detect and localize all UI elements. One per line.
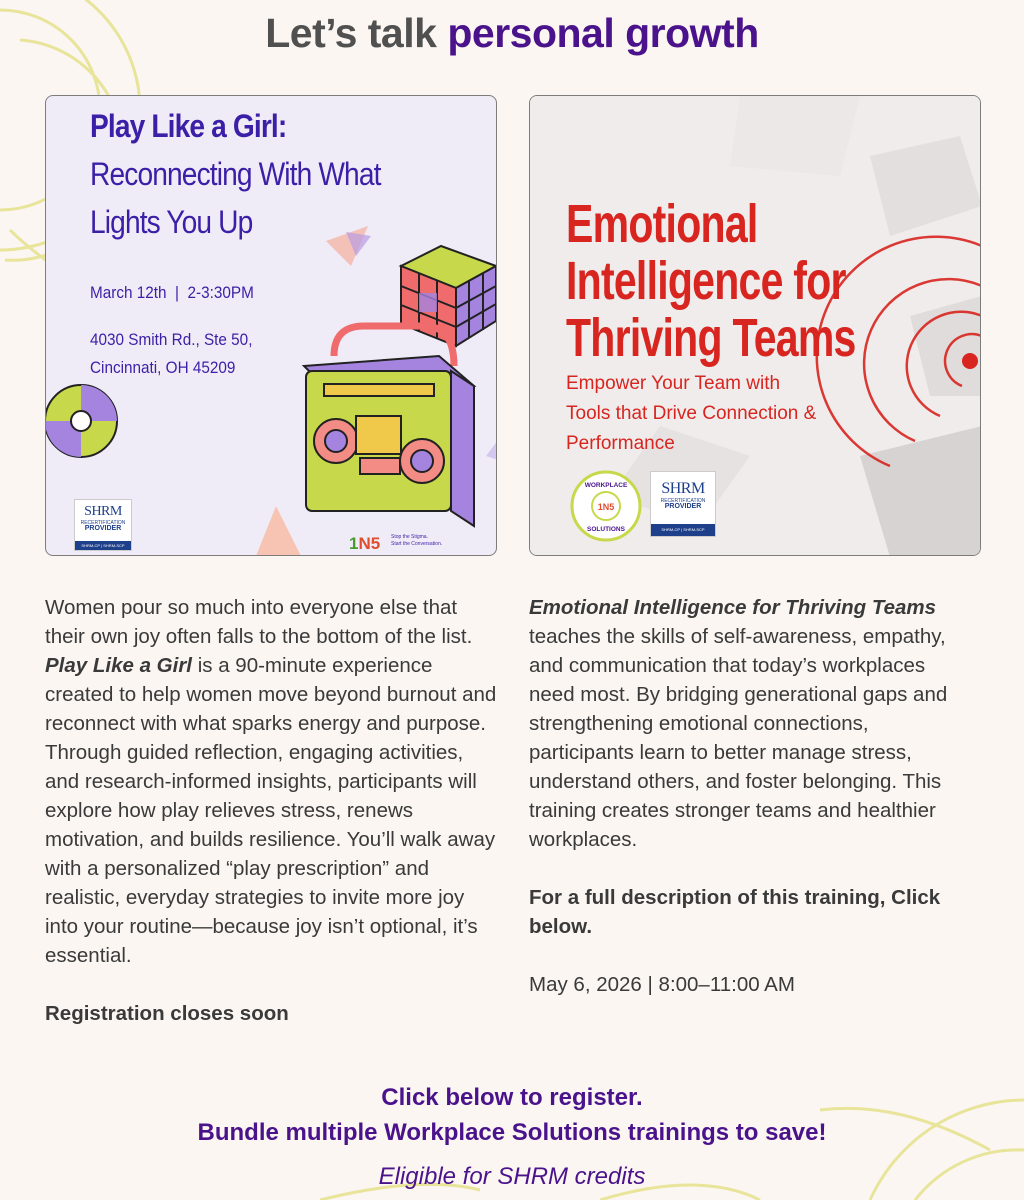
ei-subtitle-line1: Empower Your Team with xyxy=(566,373,781,394)
bundle-line[interactable]: Bundle multiple Workplace Solutions trainings to save! xyxy=(197,1119,827,1146)
seal-top-text: WORKPLACE xyxy=(584,482,628,489)
shrm-provider-label: PROVIDER xyxy=(664,503,702,510)
ei-title-line2: Intelligence for xyxy=(566,251,846,311)
shrm-provider-label: PROVIDER xyxy=(84,525,122,532)
shrm-logo: SHRM xyxy=(84,504,122,519)
rubiks-cube xyxy=(401,246,496,346)
event-title-line2: Reconnecting With What xyxy=(90,156,381,192)
shrm-provider-badge xyxy=(650,471,716,537)
shrm-cert-bar: SHRM-CP | SHRM-SCP xyxy=(651,524,715,536)
description-paragraph xyxy=(529,593,969,854)
boombox xyxy=(304,326,474,526)
event-date: May 6, 2026 | 8:00–11:00 AM xyxy=(529,973,795,996)
ei-subtitle-line3: Performance xyxy=(566,433,675,454)
description-paragraph xyxy=(45,593,500,970)
address-line1: 4030 Smith Rd., Ste 50, xyxy=(90,330,253,349)
1n5-logo xyxy=(349,534,380,554)
address-line2: Cincinnati, OH 45209 xyxy=(90,358,236,377)
event-title xyxy=(90,102,442,246)
program-name-emphasis: Play Like a Girl xyxy=(45,654,192,677)
event-address xyxy=(90,326,252,382)
event-title-line3: Lights You Up xyxy=(90,204,253,240)
shrm-credits-note: Eligible for SHRM credits xyxy=(378,1163,646,1190)
emotional-intelligence-card[interactable] xyxy=(529,95,981,556)
seal-bottom-text: SOLUTIONS xyxy=(587,526,625,533)
register-cta[interactable] xyxy=(0,1080,1024,1150)
description-body: is a 90-minute experience created to help women move beyond burnout and reconnect with what sparks energy and purpose. Through guided reflection, engaging activities, and research-informed insights, participants will explore how play relieves stress, renews motivation, and builds resilience. You’ll walk away with a personalized “play prescription” and realistic, everyday strategies to invite more joy into your routine—because joy isn’t optional, it’s essential. xyxy=(45,654,497,967)
ei-title-line1: Emotional xyxy=(566,194,758,254)
register-line[interactable]: Click below to register. xyxy=(381,1084,643,1111)
emotional-intelligence-description xyxy=(529,593,969,999)
play-like-a-girl-description xyxy=(45,593,500,1028)
play-like-a-girl-card[interactable] xyxy=(45,95,497,556)
seal-center: 1N5 xyxy=(597,502,615,512)
event-title xyxy=(566,196,885,367)
description-body: teaches the skills of self-awareness, empathy, and communication that today’s workplaces need most. By bridging generational gaps and strengthening emotional connections, participants learn to better manage stress, understand others, and foster belonging. This training creates stronger teams and healthier workplaces. xyxy=(529,625,948,851)
ei-title-line3: Thriving Teams xyxy=(566,308,856,368)
ei-subtitle-line2: Tools that Drive Connection & xyxy=(566,403,817,424)
event-subtitle xyxy=(566,369,896,459)
title-accent: personal growth xyxy=(447,10,759,56)
shrm-logo: SHRM xyxy=(661,480,705,497)
program-name-emphasis: Emotional Intelligence for Thriving Teams xyxy=(529,596,937,619)
title-plain: Let’s talk xyxy=(265,10,437,56)
page-title xyxy=(0,10,1024,57)
cd-disc xyxy=(46,385,117,457)
shrm-provider-badge xyxy=(74,499,132,551)
event-date: March 12th | 2-3:30PM xyxy=(90,283,254,302)
description-intro: Women pour so much into everyone else that their own joy often falls to the bottom of the list. xyxy=(45,596,473,648)
shrm-recert-label: RECERTIFICATION xyxy=(80,520,126,526)
event-title-line1: Play Like a Girl: xyxy=(90,108,287,144)
1n5-tagline-line1: Stop the Stigma. xyxy=(391,534,428,540)
shrm-cert-bar: SHRM-CP | SHRM-SCP xyxy=(75,541,131,550)
shrm-recert-label: RECERTIFICATION xyxy=(660,498,706,504)
1n5-tagline-line2: Start the Conversation. xyxy=(391,541,443,547)
1n5-logo-part-a: 1 xyxy=(349,534,359,553)
registration-notice: Registration closes soon xyxy=(45,1002,289,1025)
full-description-cta[interactable]: For a full description of this training, Click below. xyxy=(529,886,941,938)
workplace-solutions-seal xyxy=(570,470,642,542)
1n5-logo-part-b: N5 xyxy=(358,534,381,553)
1n5-tagline xyxy=(391,534,442,548)
